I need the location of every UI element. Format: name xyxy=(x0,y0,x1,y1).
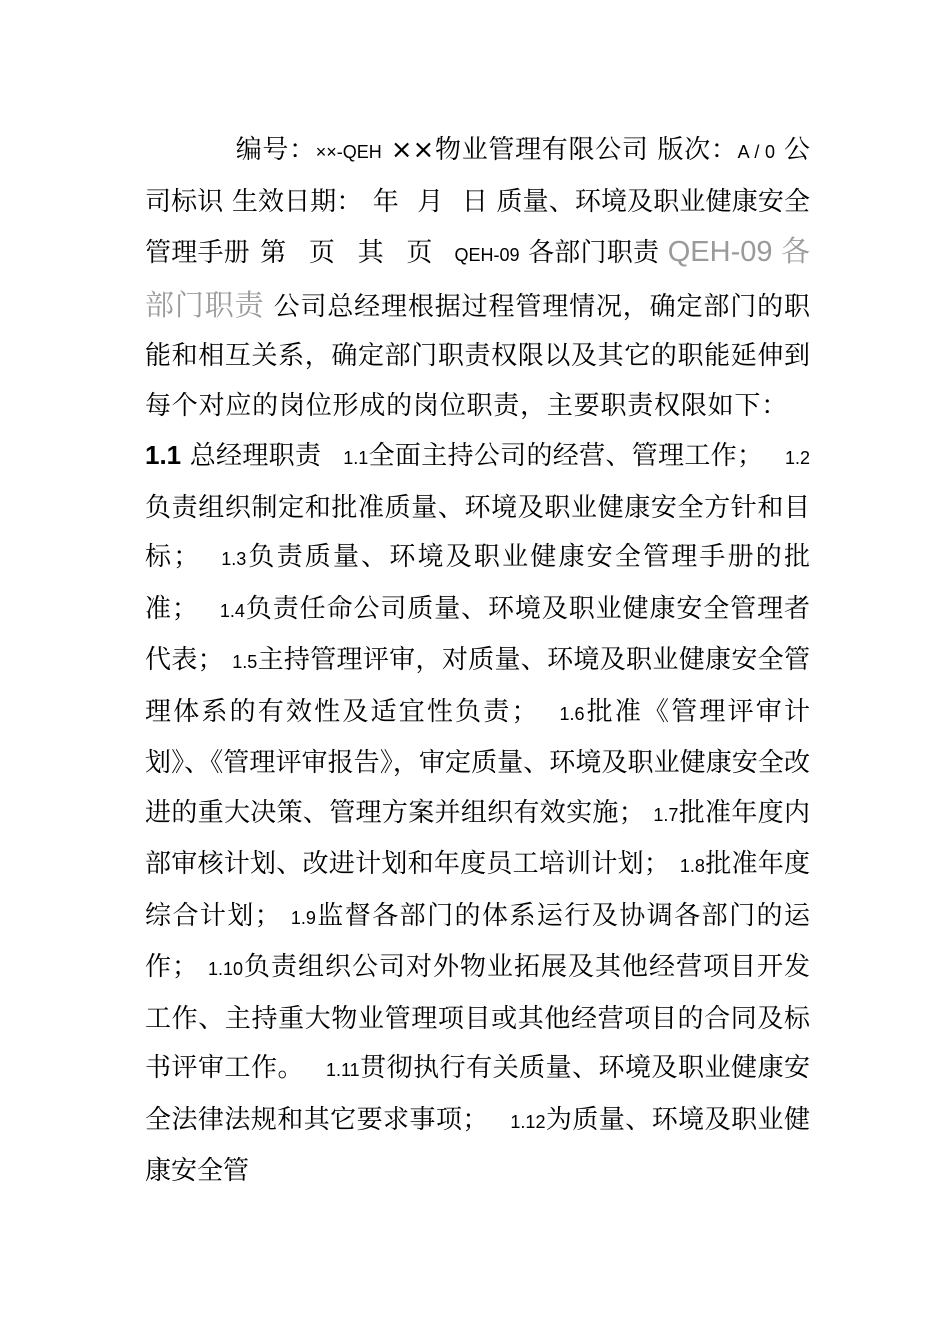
page-label: 第 页 其 页 xyxy=(259,238,433,268)
section-title: 各部门职责 xyxy=(145,234,811,322)
company-name: ××物业管理有限公司 xyxy=(390,135,649,165)
item-number: 1.1 xyxy=(343,448,369,468)
item-number: 1.12 xyxy=(510,1111,546,1132)
version-label: 版次： xyxy=(657,135,738,165)
item-number: 1.2 xyxy=(784,448,810,468)
item-number: 1.5 xyxy=(232,652,258,672)
item-number: 1.11 xyxy=(325,1060,360,1080)
doc-title: 各部门职责 xyxy=(528,238,660,268)
item-number: 1.10 xyxy=(208,959,244,979)
subsection-number: 1.1 xyxy=(145,440,182,470)
section-intro: 公司总经理根据过程管理情况，确定部门的职能和相互关系，确定部门职责权限以及其它的职能延伸到每个对应的岗位形成的岗位职责，主要职责权限如下： xyxy=(145,291,810,421)
item-text: 负责组织制定和批准质量、环境及职业健康安全方针和目标； xyxy=(145,492,810,572)
body-text xyxy=(145,126,810,1197)
item-text: 监督各部门的体系运行及协调各部门的运作； xyxy=(145,900,810,982)
item-text: 为质量、环境及职业健康安全管 xyxy=(145,1104,810,1186)
item-number: 1.4 xyxy=(219,600,245,621)
item-text: 批准年度内部审核计划、改进计划和年度员工培训计划； xyxy=(145,797,810,879)
number-value: ××-QEH xyxy=(315,142,382,162)
version-value: A / 0 xyxy=(737,142,776,162)
effective-date-label: 生效日期： xyxy=(231,186,363,217)
item-text: 负责组织公司对外物业拓展及其他经营项目开发工作、主持重大物业管理项目或其他经营项目的合同及标书评审工作。 xyxy=(145,952,810,1083)
doc-code: QEH-09 xyxy=(454,245,520,265)
item-text: 批准《管理评审计划》、《管理评审报告》，审定质量、环境及职业健康安全改进的重大决策、管理方案并组织有效实施； xyxy=(145,696,810,828)
effective-date-value: 年 月 日 xyxy=(372,186,488,217)
item-number: 1.3 xyxy=(221,549,247,569)
item-text: 负责质量、环境及职业健康安全管理手册的批准； xyxy=(145,542,810,624)
section-code: QEH-09 xyxy=(667,236,773,268)
item-text: 主持管理评审，对质量、环境及职业健康安全管理体系的有效性及适宜性负责； xyxy=(145,645,810,727)
item-text: 批准年度综合计划； xyxy=(145,849,810,931)
item-number: 1.7 xyxy=(653,804,679,825)
number-label: 编号： xyxy=(235,135,316,165)
item-number: 1.8 xyxy=(679,856,705,876)
item-text: 负责任命公司质量、环境及职业健康安全管理者代表； xyxy=(145,593,810,675)
item-text: 贯彻执行有关质量、环境及职业健康安全法律法规和其它要求事项； xyxy=(145,1053,810,1135)
manual-title: 质量、环境及职业健康安全管理手册 xyxy=(145,186,811,268)
item-number: 1.6 xyxy=(559,703,585,724)
item-text: 全面主持公司的经营、管理工作； xyxy=(368,441,763,471)
item-number: 1.9 xyxy=(290,907,316,928)
logo-label: 公司标识 xyxy=(145,135,811,217)
subsection-title: 总经理职责 xyxy=(189,441,322,471)
